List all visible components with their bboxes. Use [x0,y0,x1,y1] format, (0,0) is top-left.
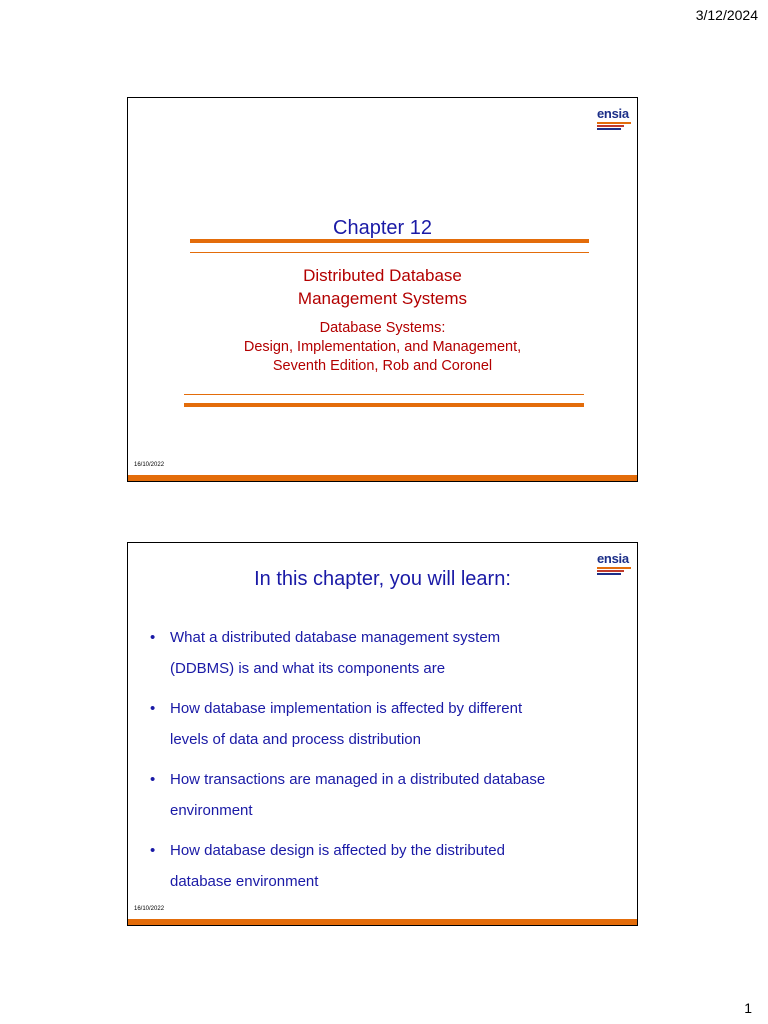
list-item-line: How database implementation is affected by different [170,700,523,717]
list-item [148,693,607,755]
slide-title [127,97,638,482]
slide-heading: In this chapter, you will learn: [254,568,511,590]
list-item-line: How database design is affected by the distributed [170,842,505,859]
divider-top-thin [190,252,589,253]
logo-text: ensia [597,551,629,566]
logo-text: ensia [597,106,629,121]
slide-footer-date: 16/10/2022 [134,462,165,468]
list-item-line: (DDBMS) is and what its components are [170,660,446,677]
divider-bottom-thick [184,403,584,407]
bullet-icon: • [150,700,156,717]
book-line: Database Systems: [319,320,446,336]
slide-bottom-bar [128,919,637,925]
list-item [148,835,607,897]
slide-footer-date: 16/10/2022 [134,906,165,912]
bullet-icon: • [150,842,156,859]
divider-top-thick [190,239,589,243]
chapter-title: Chapter 12 [333,217,432,239]
subtitle-line: Distributed Database [303,266,462,285]
list-item [148,764,607,826]
list-item-line: database environment [170,873,319,890]
page-number: 1 [744,1000,752,1016]
chapter-subtitle [128,264,637,310]
list-item-line: levels of data and process distribution [170,731,421,748]
subtitle-line: Management Systems [297,289,468,308]
slide-objectives [127,542,638,926]
book-line: Seventh Edition, Rob and Coronel [272,358,493,374]
list-item-line: environment [170,802,253,819]
list-item-line: How transactions are managed in a distributed database [170,771,546,788]
objectives-list [148,622,607,906]
list-item-line: What a distributed database management system [170,629,501,646]
logo-stripes [597,122,631,130]
bullet-icon: • [150,771,156,788]
ensia-logo [597,107,631,133]
book-line: Design, Implementation, and Management, [243,339,522,355]
page-date: 3/12/2024 [695,7,758,23]
slide-bottom-bar [128,475,637,481]
book-reference [128,319,637,376]
divider-bottom-thin [184,394,584,395]
bullet-icon: • [150,629,156,646]
list-item [148,622,607,684]
